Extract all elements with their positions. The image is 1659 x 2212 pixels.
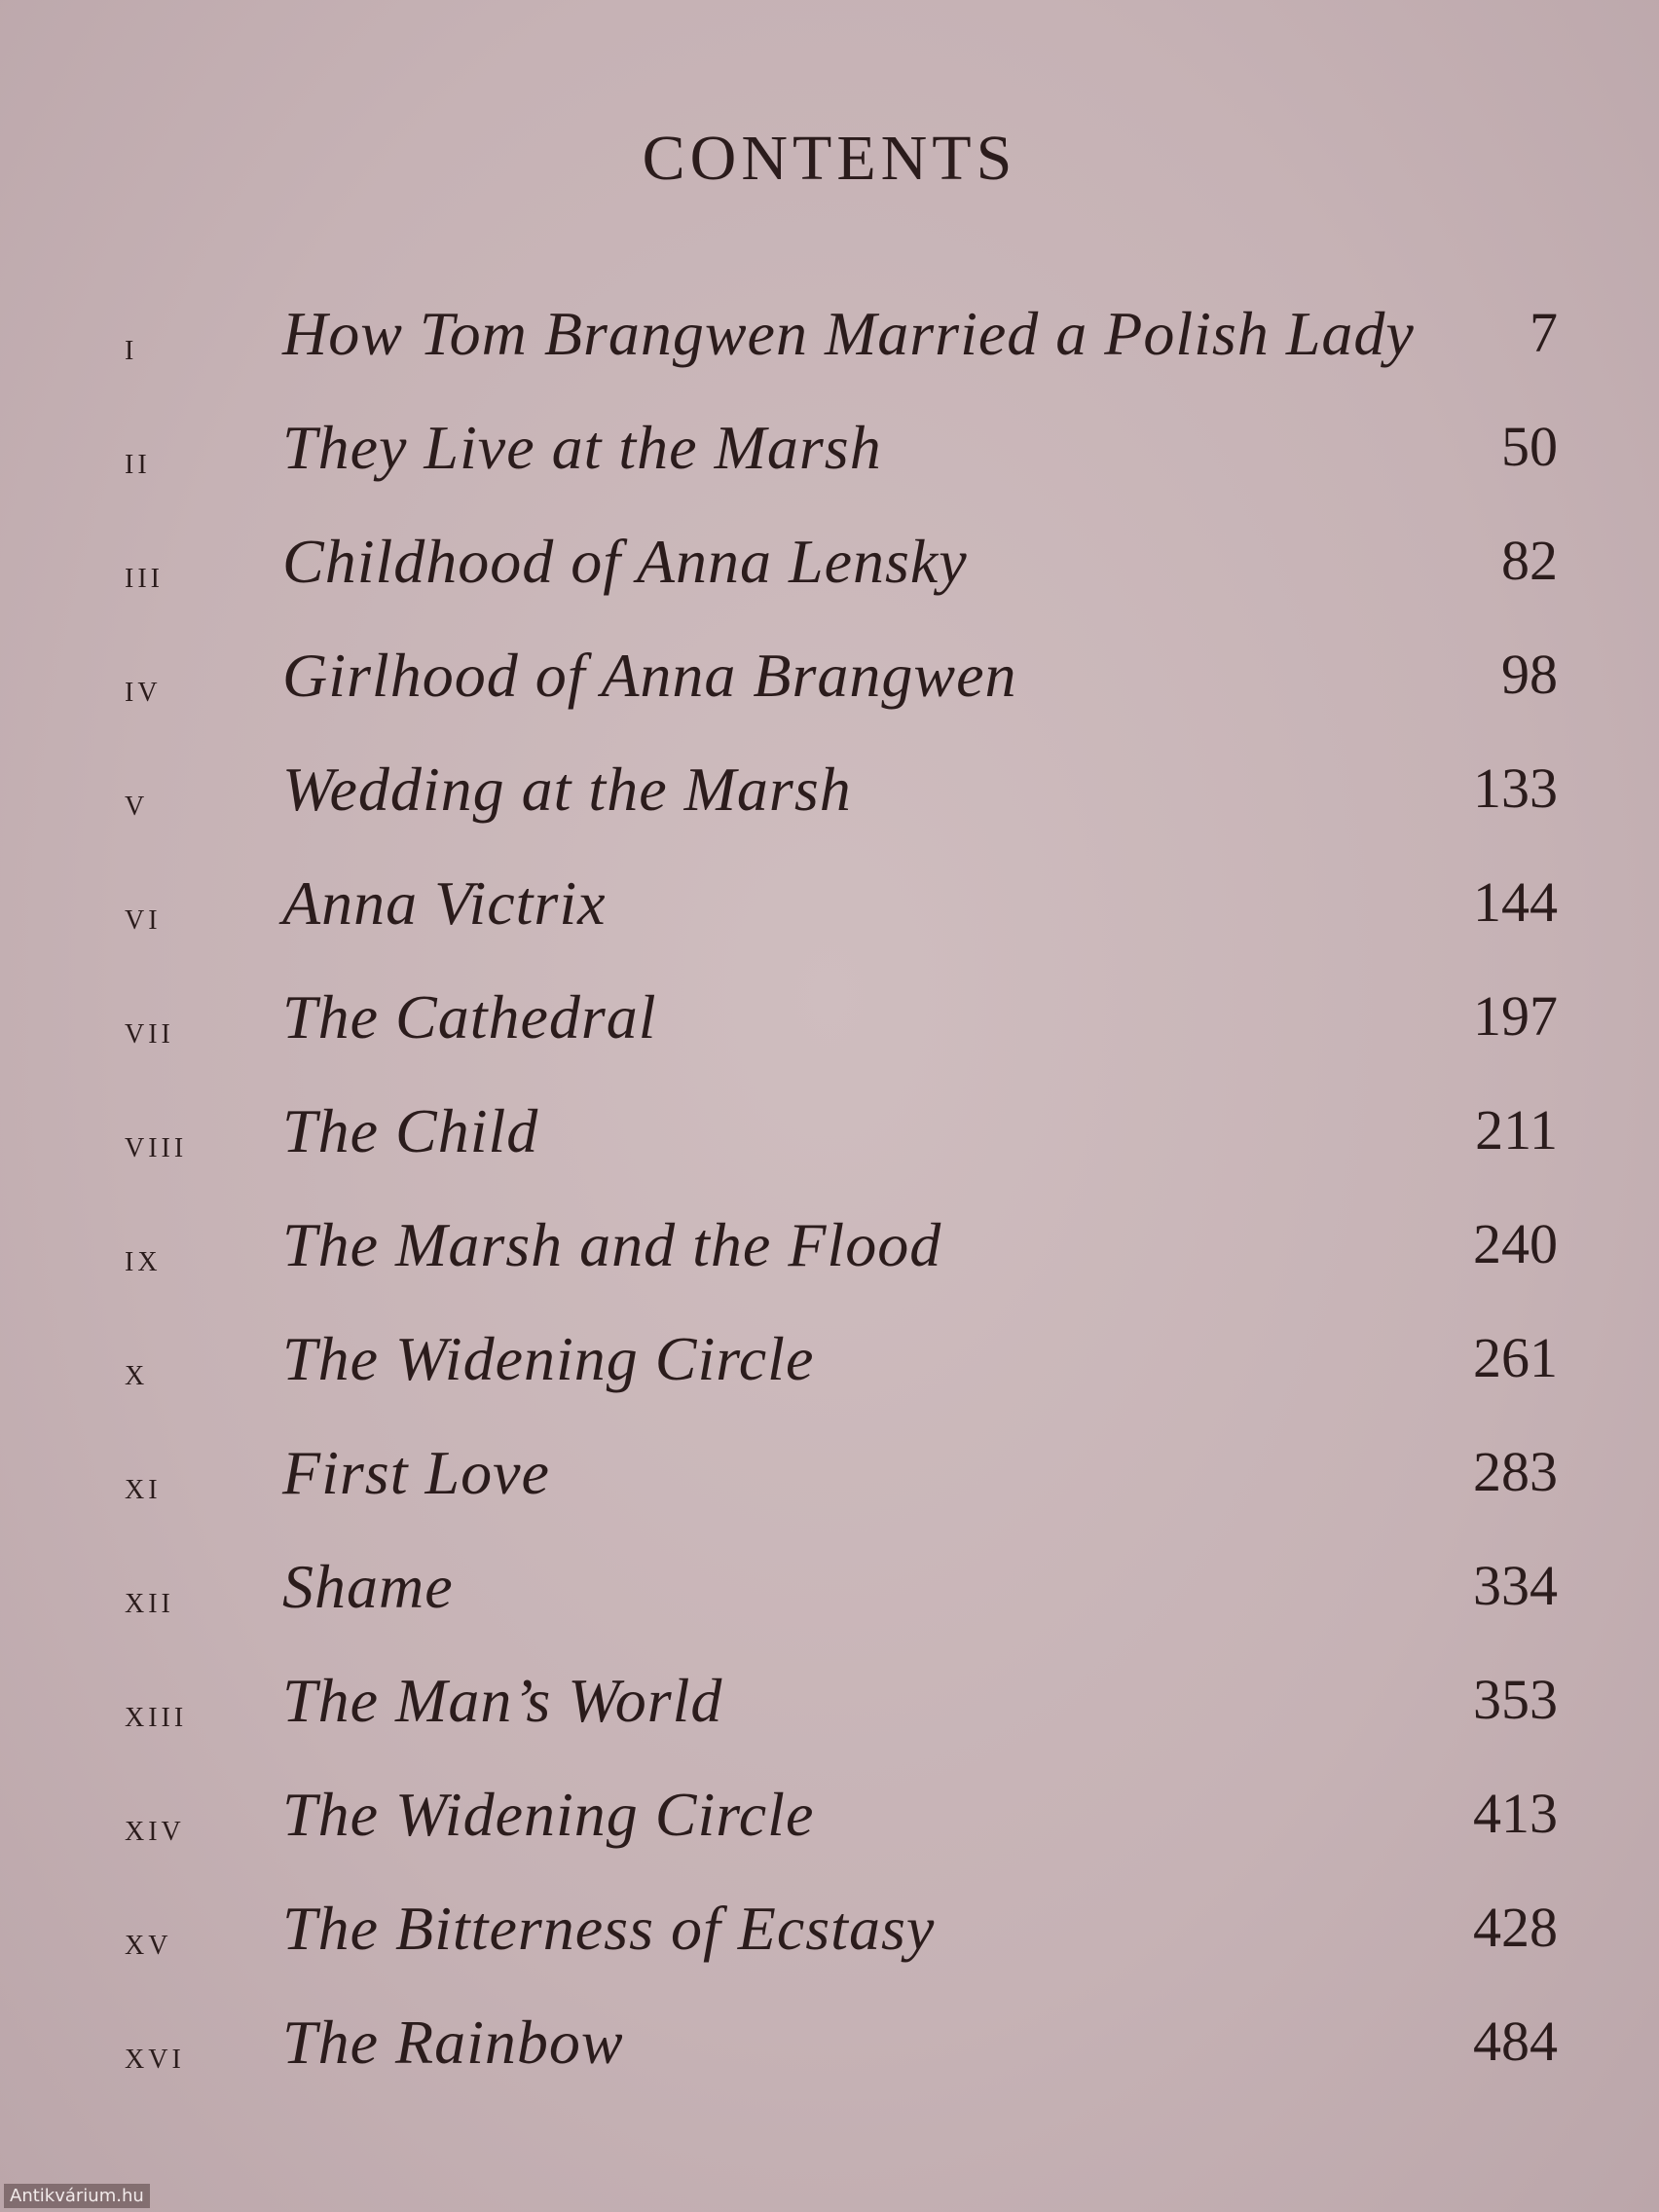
chapter-title: The Child xyxy=(282,1096,539,1165)
chapter-numeral: xv xyxy=(125,1919,172,1963)
chapter-title: The Rainbow xyxy=(282,2008,624,2077)
chapter-page-number: 133 xyxy=(1473,756,1558,820)
toc-entry xyxy=(0,968,1659,1082)
chapter-page-number: 7 xyxy=(1530,301,1558,364)
chapter-page-number: 197 xyxy=(1473,984,1558,1048)
chapter-title: The Widening Circle xyxy=(282,1324,815,1393)
chapter-page-number: 240 xyxy=(1473,1212,1558,1275)
chapter-numeral: vi xyxy=(125,894,162,938)
chapter-title: Girlhood of Anna Brangwen xyxy=(282,641,1017,710)
chapter-page-number: 98 xyxy=(1501,643,1558,706)
table-of-contents xyxy=(0,284,1659,2107)
chapter-page-number: 484 xyxy=(1473,2009,1558,2073)
chapter-title: Wedding at the Marsh xyxy=(282,755,852,824)
toc-entry xyxy=(0,1196,1659,1309)
chapter-title: Shame xyxy=(282,1552,454,1621)
toc-entry xyxy=(0,398,1659,512)
chapter-title: First Love xyxy=(282,1438,550,1507)
toc-entry xyxy=(0,1993,1659,2107)
chapter-page-number: 283 xyxy=(1473,1440,1558,1503)
chapter-numeral: xvi xyxy=(125,2033,185,2077)
toc-entry xyxy=(0,512,1659,626)
chapter-title: The Cathedral xyxy=(282,982,657,1051)
chapter-numeral: xii xyxy=(125,1577,174,1621)
chapter-title: The Marsh and the Flood xyxy=(282,1210,942,1279)
chapter-page-number: 50 xyxy=(1501,415,1558,478)
chapter-title: They Live at the Marsh xyxy=(282,413,882,482)
chapter-numeral: ix xyxy=(125,1235,162,1279)
toc-entry xyxy=(0,1765,1659,1879)
chapter-title: Anna Victrix xyxy=(282,868,607,938)
toc-entry xyxy=(0,1423,1659,1537)
chapter-numeral: xi xyxy=(125,1463,162,1507)
chapter-numeral: iii xyxy=(125,552,164,596)
watermark: Antikvárium.hu xyxy=(4,2184,150,2208)
chapter-page-number: 144 xyxy=(1473,870,1558,934)
toc-entry xyxy=(0,1082,1659,1196)
chapter-numeral: v xyxy=(125,780,149,824)
chapter-title: How Tom Brangwen Married a Polish Lady xyxy=(282,299,1415,368)
chapter-page-number: 82 xyxy=(1501,529,1558,592)
chapter-numeral: iv xyxy=(125,666,162,710)
chapter-page-number: 413 xyxy=(1473,1782,1558,1845)
chapter-numeral: vii xyxy=(125,1008,174,1051)
chapter-page-number: 261 xyxy=(1473,1326,1558,1389)
chapter-page-number: 334 xyxy=(1473,1554,1558,1617)
chapter-numeral: x xyxy=(125,1349,149,1393)
toc-entry xyxy=(0,1537,1659,1651)
toc-entry xyxy=(0,1309,1659,1423)
toc-entry xyxy=(0,1651,1659,1765)
toc-entry xyxy=(0,626,1659,740)
chapter-numeral: i xyxy=(125,324,138,368)
chapter-page-number: 353 xyxy=(1473,1668,1558,1731)
chapter-page-number: 428 xyxy=(1473,1896,1558,1959)
toc-entry xyxy=(0,284,1659,398)
toc-entry xyxy=(0,854,1659,968)
chapter-numeral: ii xyxy=(125,438,151,482)
toc-entry xyxy=(0,740,1659,854)
chapter-title: Childhood of Anna Lensky xyxy=(282,527,968,596)
chapter-title: The Bitterness of Ecstasy xyxy=(282,1894,936,1963)
page-title: CONTENTS xyxy=(642,123,1017,194)
chapter-page-number: 211 xyxy=(1475,1098,1558,1161)
chapter-numeral: xiii xyxy=(125,1691,188,1735)
toc-entry xyxy=(0,1879,1659,1993)
chapter-title: The Widening Circle xyxy=(282,1780,815,1849)
chapter-numeral: viii xyxy=(125,1122,188,1165)
chapter-numeral: xiv xyxy=(125,1805,185,1849)
chapter-title: The Man’s World xyxy=(282,1666,723,1735)
